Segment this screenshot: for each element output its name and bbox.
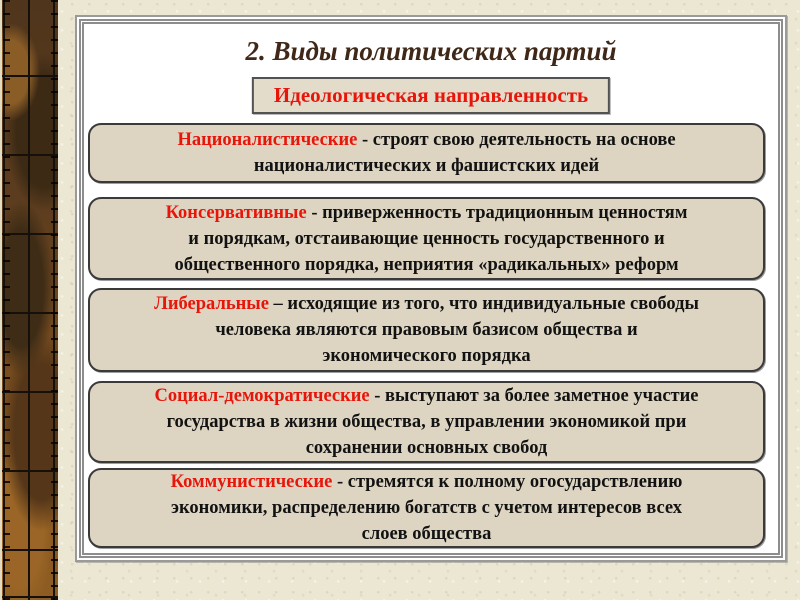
box-text-line [98, 200, 755, 226]
party-type-lead-word: Коммунистические [170, 472, 333, 492]
party-type-definition: - стремятся к полному огосударствлению [332, 472, 683, 492]
box-text-line [98, 291, 755, 317]
decorative-left-border-strip [0, 0, 58, 600]
party-type-definition: - выступают за более заметное участие [369, 386, 699, 406]
party-type-lead-word: Социал-демократические [154, 386, 370, 406]
box-text-line: экономики, распределению богатств с учетом интересов всех [170, 498, 682, 518]
party-type-definition: – исходящие из того, что индивидуальные свободы [268, 294, 699, 314]
box-text-line: экономического порядка [322, 346, 531, 366]
party-type-definition: - строят свою деятельность на основе [357, 130, 676, 150]
party-type-box-conservative [88, 197, 765, 280]
party-type-box-communist [88, 468, 765, 548]
box-text-line [98, 127, 755, 153]
party-type-box-nationalist [88, 123, 765, 183]
slide-title: 2. Виды политических партий [245, 36, 617, 66]
party-type-lead-word: Либеральные [154, 294, 269, 314]
party-type-definition: - приверженность традиционным ценностям [306, 202, 688, 223]
party-type-lead-word: Националистические [177, 130, 358, 150]
ideology-header-label: Идеологическая направленность [273, 83, 589, 107]
box-text-line: и порядкам, отстаивающие ценность государственного и [188, 228, 665, 249]
box-text-line: общественного порядка, неприятия «радикальных» реформ [174, 254, 679, 275]
box-text-line: слоев общества [361, 524, 492, 544]
party-type-lead-word: Консервативные [165, 202, 307, 223]
party-type-box-social-democratic [88, 381, 765, 463]
box-text-line: националистических и фашистских идей [253, 156, 600, 176]
box-text-line: сохранении основных свобод [305, 438, 548, 458]
box-text-line: государства в жизни общества, в управлении экономикой при [166, 412, 687, 432]
box-text-line [98, 383, 755, 409]
ideology-header-box [252, 77, 610, 114]
box-text-line [98, 469, 755, 495]
slide-panel-frame [79, 19, 783, 558]
slide-panel [75, 15, 787, 562]
box-text-line: человека являются правовым базисом общества и [215, 320, 638, 340]
party-type-box-liberal [88, 288, 765, 372]
